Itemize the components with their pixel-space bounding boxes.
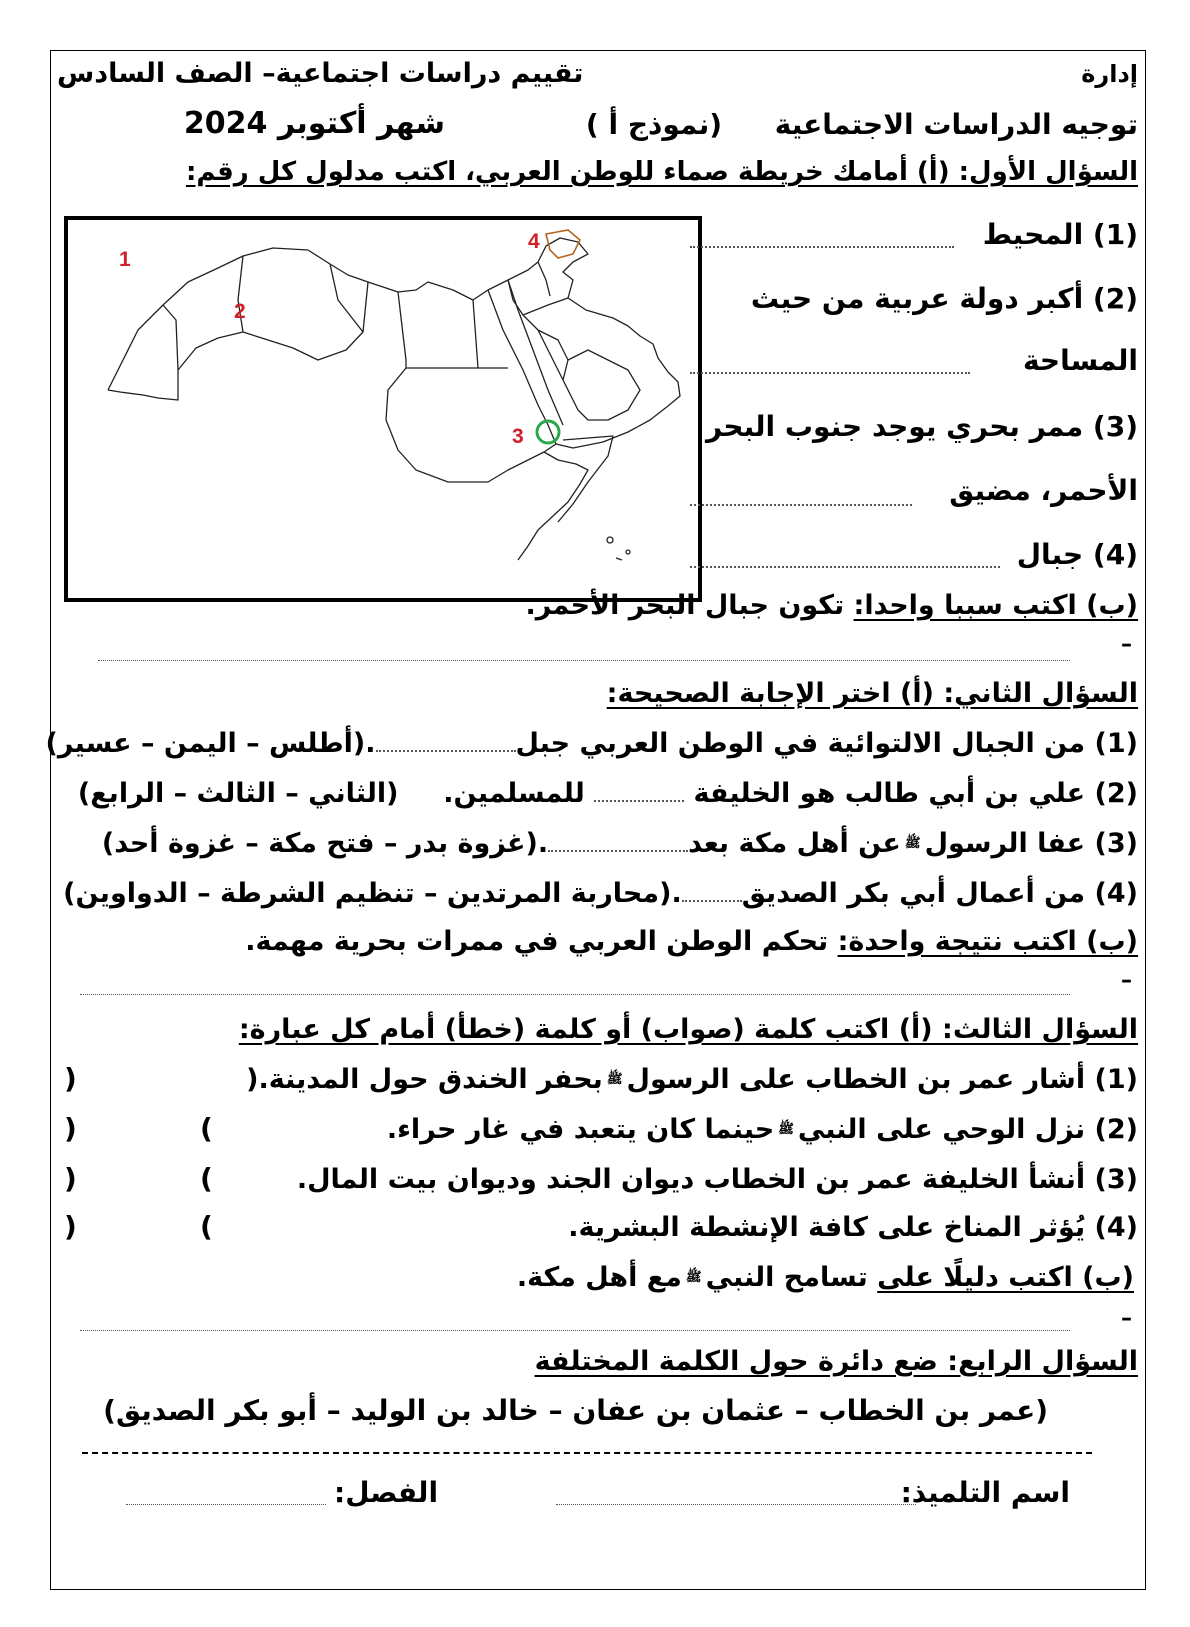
header-subject: توجيه الدراسات الاجتماعية [774, 108, 1138, 141]
separator-line [82, 1452, 1092, 1454]
q1-item-2-blank[interactable] [690, 372, 970, 374]
q1-item-1-blank[interactable] [690, 246, 954, 248]
map-label-4: 4 [528, 230, 540, 253]
q2-item-1 [46, 728, 1138, 759]
header-admin: إدارة [1081, 60, 1138, 88]
q4-title: السؤال الرابع: ضع دائرة حول الكلمة المختلفة [534, 1346, 1138, 1377]
map-label-1: 1 [119, 248, 131, 271]
q3-b-question [517, 1262, 1134, 1293]
q3-title: السؤال الثالث: (أ) اكتب كلمة (صواب) أو كلمة (خطأ) أمام كل عبارة: [238, 1014, 1138, 1045]
student-name-label: اسم التلميذ: [900, 1476, 1070, 1509]
q1-item-3a: (3) ممر بحري يوجد جنوب البحر [706, 410, 1138, 443]
map-label-2: 2 [234, 300, 246, 323]
q3-item-4-answer-box[interactable]: ) [64, 1210, 77, 1243]
q2-item-3 [102, 828, 1138, 859]
q4-options[interactable]: (عمر بن الخطاب – عثمان بن عفان – خالد بن الوليد – أبو بكر الصديق) [103, 1394, 1048, 1427]
q2-item-3-options: .(غزوة بدر – فتح مكة – غزوة أحد) [101, 828, 549, 859]
q1-b-label: (ب) اكتب سببا واحدا: [853, 590, 1138, 621]
q3-item-3: (3) أنشأ الخليفة عمر بن الخطاب ديوان الجند وديوان بيت المال. [296, 1164, 1138, 1195]
q3-item-2-text-b: حينما كان يتعبد في غار حراء. [386, 1114, 775, 1145]
q2-item-4 [63, 878, 1138, 909]
q1-item-4-blank[interactable] [690, 566, 1000, 568]
map-label-3: 3 [512, 425, 524, 448]
q2-item-3-text: (3) عفا الرسول [924, 828, 1138, 859]
q2-item-2 [78, 778, 1138, 809]
q2-item-1-text: (1) من الجبال الالتوائية في الوطن العربي جبل [515, 728, 1138, 759]
header-model: (نموذج أ ) [585, 108, 722, 141]
q1-item-3b: الأحمر، مضيق [949, 474, 1138, 507]
q2-item-2-text: (2) علي بن أبي طالب هو الخليفة [693, 778, 1138, 809]
q1-item-3-blank[interactable] [690, 504, 912, 506]
q3-item-2 [387, 1114, 1138, 1145]
q1-title: السؤال الأول: (أ) أمامك خريطة صماء للوطن العربي، اكتب مدلول كل رقم: [185, 157, 1138, 187]
q3-b-text-2: مع أهل مكة. [516, 1262, 682, 1293]
class-label: الفصل: [334, 1476, 439, 1509]
q3-item-1 [246, 1064, 1138, 1095]
q1-item-4: (4) جبال [1016, 538, 1138, 571]
q3-item-4-open-paren: ( [200, 1210, 213, 1243]
q1-item-1: (1) المحيط [982, 218, 1138, 251]
q2-b-question [245, 926, 1138, 957]
arab-world-map [64, 216, 702, 602]
q2-answer-dash: – [1121, 968, 1132, 993]
q2-item-2-blank[interactable] [594, 800, 684, 802]
q1-b-answer-line[interactable] [98, 660, 1070, 661]
q1-item-2b: المساحة [1022, 344, 1138, 377]
q3-item-4: (4) يُؤثر المناخ على كافة الإنشطة البشرية. [568, 1212, 1138, 1243]
q3-item-2-answer-box[interactable]: ) [64, 1112, 77, 1145]
header-date: شهر أكتوبر 2024 [183, 106, 445, 141]
q2-title: السؤال الثاني: (أ) اختر الإجابة الصحيحة: [606, 678, 1138, 709]
q2-b-text: تحكم الوطن العربي في ممرات بحرية مهمة. [245, 926, 829, 957]
q2-item-4-blank[interactable] [682, 900, 742, 902]
map-outline [68, 220, 698, 598]
pbuh-symbol: ﷺ [904, 836, 921, 851]
q3-item-2-open-paren: ( [200, 1112, 213, 1145]
student-name-field[interactable] [556, 1504, 916, 1505]
q2-item-4-options: .(محاربة المرتدين – تنظيم الشرطة – الدواوين) [63, 878, 682, 909]
q3-b-label: (ب) اكتب دليلًا على [877, 1262, 1134, 1293]
q1-item-2a: (2) أكبر دولة عربية من حيث [750, 282, 1138, 315]
q3-b-answer-line[interactable] [80, 1330, 1070, 1331]
pbuh-symbol: ﷺ [778, 1122, 794, 1137]
q1-answer-dash: – [1121, 632, 1132, 657]
q2-item-1-blank[interactable] [376, 750, 516, 752]
class-field[interactable] [126, 1504, 326, 1505]
q2-item-2-text-b: للمسلمين. [443, 778, 585, 809]
q3-item-2-text: (2) نزل الوحي على النبي [797, 1114, 1138, 1145]
q3-item-1-text-b: بحفر الخندق حول المدينة.( [246, 1064, 603, 1095]
pbuh-symbol: ﷺ [606, 1072, 623, 1087]
q3-item-3-open-paren: ( [200, 1162, 213, 1195]
pbuh-symbol: ﷺ [685, 1270, 702, 1285]
q1-b-text: تكون جبال البحر الأحمر. [525, 590, 845, 621]
q2-item-1-options: .(أطلس – اليمن – عسير) [45, 728, 376, 759]
q2-item-4-text: (4) من أعمال أبي بكر الصديق [741, 878, 1138, 909]
q3-item-1-answer-box[interactable]: ) [64, 1062, 77, 1095]
q3-answer-dash: – [1121, 1306, 1132, 1331]
q3-item-1-text: (1) أشار عمر بن الخطاب على الرسول [626, 1064, 1138, 1095]
q2-b-answer-line[interactable] [80, 994, 1070, 995]
q2-item-3-text-b: عن أهل مكة بعد [688, 828, 901, 859]
q2-item-3-blank[interactable] [548, 850, 688, 852]
header-title: تقييم دراسات اجتماعية– الصف السادس [57, 58, 584, 89]
q2-b-label: (ب) اكتب نتيجة واحدة: [837, 926, 1138, 957]
q1-b-question [525, 590, 1138, 621]
q2-item-2-options: (الثاني – الثالث – الرابع) [77, 778, 399, 809]
q3-item-3-answer-box[interactable]: ) [64, 1162, 77, 1195]
q3-b-text: تسامح النبي [705, 1262, 868, 1293]
